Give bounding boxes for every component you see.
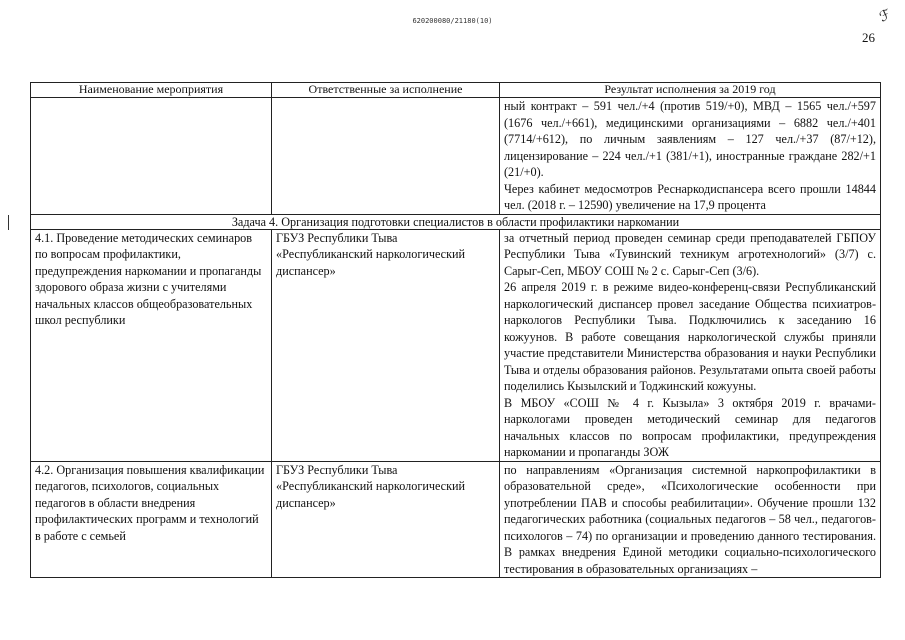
result-cell bbox=[500, 461, 881, 578]
result-paragraph: по направлениям «Организация системной наркопрофилактики в образовательной среде», «Психологические особенности при употреблении ПАВ и способы реабилитации». Обучение прошли 132 педагогических работника (социальных педагогов – 58 чел., педагогов-психологов – 74) по организации и проведению данного тестирования. В рамках внедрения Единой методики социально-психологического тестирования в образовательных организациях – bbox=[504, 462, 876, 576]
result-paragraph: за отчетный период проведен семинар среди преподавателей ГБПОУ Республики Тыва «Тувинский техникум агротехнологий» (3/7) с. Сарыг-Сеп, МБОУ СОШ № 2 с. Сарыг-Сеп (3/6). bbox=[504, 230, 876, 278]
activity-name-cell: 4.1. Проведение методических семинаров по вопросам профилактики, предупреждения наркомании и пропаганды здорового образа жизни с учителями начальных классов общеобразовательных школ республики bbox=[31, 229, 272, 461]
continuation-result-cell bbox=[500, 98, 881, 215]
margin-mark bbox=[8, 215, 9, 230]
result-cell bbox=[500, 229, 881, 461]
result-paragraph: Через кабинет медосмотров Реснаркодиспансера всего прошли 14844 чел. (2018 г. – 12590) увеличение на 17,9 процента bbox=[504, 181, 876, 212]
result-paragraph: ный контракт – 591 чел./+4 (против 519/+0), МВД – 1565 чел./+597 (1676 чел./+661), медицинскими организациями – 6882 чел./+401 (7714/+612), по личным заявлениям – 127 чел./+37 (87/+12), лицензирование – 224 чел./+1 (381/+1), иностранные граждане 282/+1 (21/+0). bbox=[504, 99, 876, 179]
responsible-cell: ГБУЗ Республики Тыва «Республиканский наркологический диспансер» bbox=[272, 461, 500, 578]
table-header-row bbox=[31, 83, 881, 98]
table-row-continuation bbox=[31, 98, 881, 215]
column-header-name: Наименование мероприятия bbox=[31, 83, 272, 98]
continuation-name-cell bbox=[31, 98, 272, 215]
table-row bbox=[31, 461, 881, 578]
task-heading: Задача 4. Организация подготовки специалистов в области профилактики наркомании bbox=[31, 214, 881, 229]
table-row bbox=[31, 229, 881, 461]
report-table bbox=[30, 82, 881, 578]
handwritten-mark: ℱ bbox=[877, 7, 894, 26]
document-id: 620200080/21180(10) bbox=[412, 17, 493, 25]
page-number: 26 bbox=[862, 30, 875, 45]
activity-name-cell: 4.2. Организация повышения квалификации педагогов, психологов, социальных педагогов в области внедрения профилактических программ и технологий в работе с семьей bbox=[31, 461, 272, 578]
result-paragraph: В МБОУ «СОШ № 4 г. Кызыла» 3 октября 2019 г. врачами-наркологами проведен методический семинар для педагогов начальных классов по вопросам профилактики, предупреждения наркомании и пропаганды ЗОЖ bbox=[504, 395, 876, 459]
task-heading-row bbox=[31, 214, 881, 229]
column-header-result: Результат исполнения за 2019 год bbox=[500, 83, 881, 98]
continuation-responsible-cell bbox=[272, 98, 500, 215]
responsible-cell: ГБУЗ Республики Тыва «Республиканский наркологический диспансер» bbox=[272, 229, 500, 461]
column-header-responsible: Ответственные за исполнение bbox=[272, 83, 500, 98]
result-paragraph: 26 апреля 2019 г. в режиме видео-конференц-связи Республиканский наркологический диспансер провел заседание Общества психиатров-наркологов Республики Тыва. Подключились к заседанию 16 кожуунов. В работе совещания наркологической службы приняли участие представители Министерства образования и науки Республики Тыва и отделы образования районов. Результатами опыта своей работы поделились Кызылский и Тоджинский кожууны. bbox=[504, 280, 876, 393]
